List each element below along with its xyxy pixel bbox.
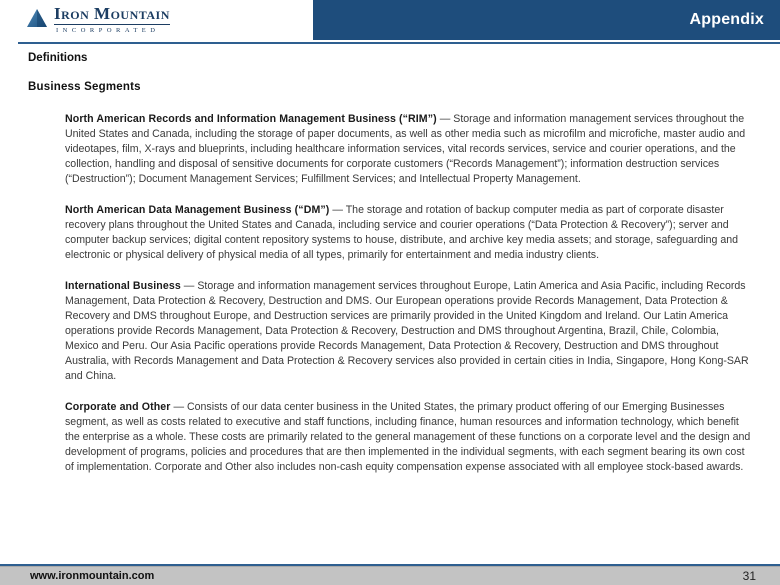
slide-title: Appendix (689, 11, 764, 28)
slide-content (28, 52, 755, 491)
footer-bar (0, 566, 780, 585)
header-bar (313, 0, 780, 40)
iron-mountain-logo (26, 5, 170, 34)
mountain-triangle-icon (26, 8, 48, 28)
definition-paragraph-dm (65, 203, 755, 263)
logo-company-name: Iron Mountain (54, 4, 170, 23)
header-divider (18, 42, 780, 44)
website-link[interactable]: www.ironmountain.com (30, 570, 155, 582)
em-dash: — (183, 280, 195, 292)
definition-body-international: Storage and information management services throughout Europe, Latin America and Asia Pacific, including Records Management, Data Protection & Recovery, Destruction and DMS. Our European operations provide Records Management, Data Protection & Recovery and DMS throughout Europe, and Destruction services are primarily provided in the United Kingdom and Ireland. Our Latin America operations provide Records Management, Data Protection & Recovery, Destruction and DMS throughout Argentina, Brazil, Chile, Colombia, Mexico and Peru. Our Asia Pacific operations provide Records Management, Data Protection & Recovery, Destruction and DMS throughout Australia, with Records Management and Data Protection & Recovery services also provided in certain cities in India, Singapore, Hong Kong-SAR and China. (65, 280, 749, 382)
logo-text (54, 5, 170, 34)
logo-incorporated-label: INCORPORATED (56, 27, 160, 34)
em-dash: — (173, 401, 185, 413)
definition-body-corporate: Consists of our data center business in the United States, the primary product offering of our Emerging Businesses segment, as well as costs related to executive and staff functions, including finance, human resources and information technology, which benefit the enterprise as a whole. These costs are primarily related to the general management of these functions on a corporate level and the design and development of programs, policies and procedures that are then implemented in the individual segments, with each segment bearing its own cost of implementation. Corporate and Other also includes non-cash equity compensation expense associated with all employee stock-based awards. (65, 401, 751, 473)
definition-paragraph-international (65, 279, 755, 384)
definition-paragraph-rim (65, 112, 755, 187)
definition-term-rim: North American Records and Information Management Business (“RIM”) (65, 113, 437, 125)
definition-body-dm: The storage and rotation of backup computer media as part of corporate disaster recovery plans throughout the United States and Canada, including service and courier operations (“Data Protection & Recovery”); server and computer backup services; digital content repository systems to house, distribute, and archive key media assets; and storage, safeguarding and electronic or physical delivery of physical media of all types, primarily for entertainment and media industry clients. (65, 204, 739, 261)
definition-body-rim: Storage and information management services throughout the United States and Canada, including the storage of paper documents, as well as other media such as microfilm and microfiche, master audio and videotapes, film, X-rays and blueprints, including healthcare information services, vital records services, service and courier operations, and the collection, handling and disposal of sensitive documents for corporate customers (“Records Management”); information destruction services (“Destruction”); Document Management Services; Fulfillment Services; and Intellectual Property Management. (65, 113, 746, 185)
definition-term-corporate: Corporate and Other (65, 401, 171, 413)
page-number: 31 (742, 569, 756, 583)
em-dash: — (332, 204, 343, 216)
em-dash: — (439, 113, 451, 125)
definitions-heading: Definitions (28, 52, 88, 64)
business-segments-heading: Business Segments (28, 81, 141, 93)
definition-term-dm: North American Data Management Business (“DM”) (65, 204, 330, 216)
definition-term-international: International Business (65, 280, 181, 292)
definition-paragraph-corporate (65, 400, 755, 475)
